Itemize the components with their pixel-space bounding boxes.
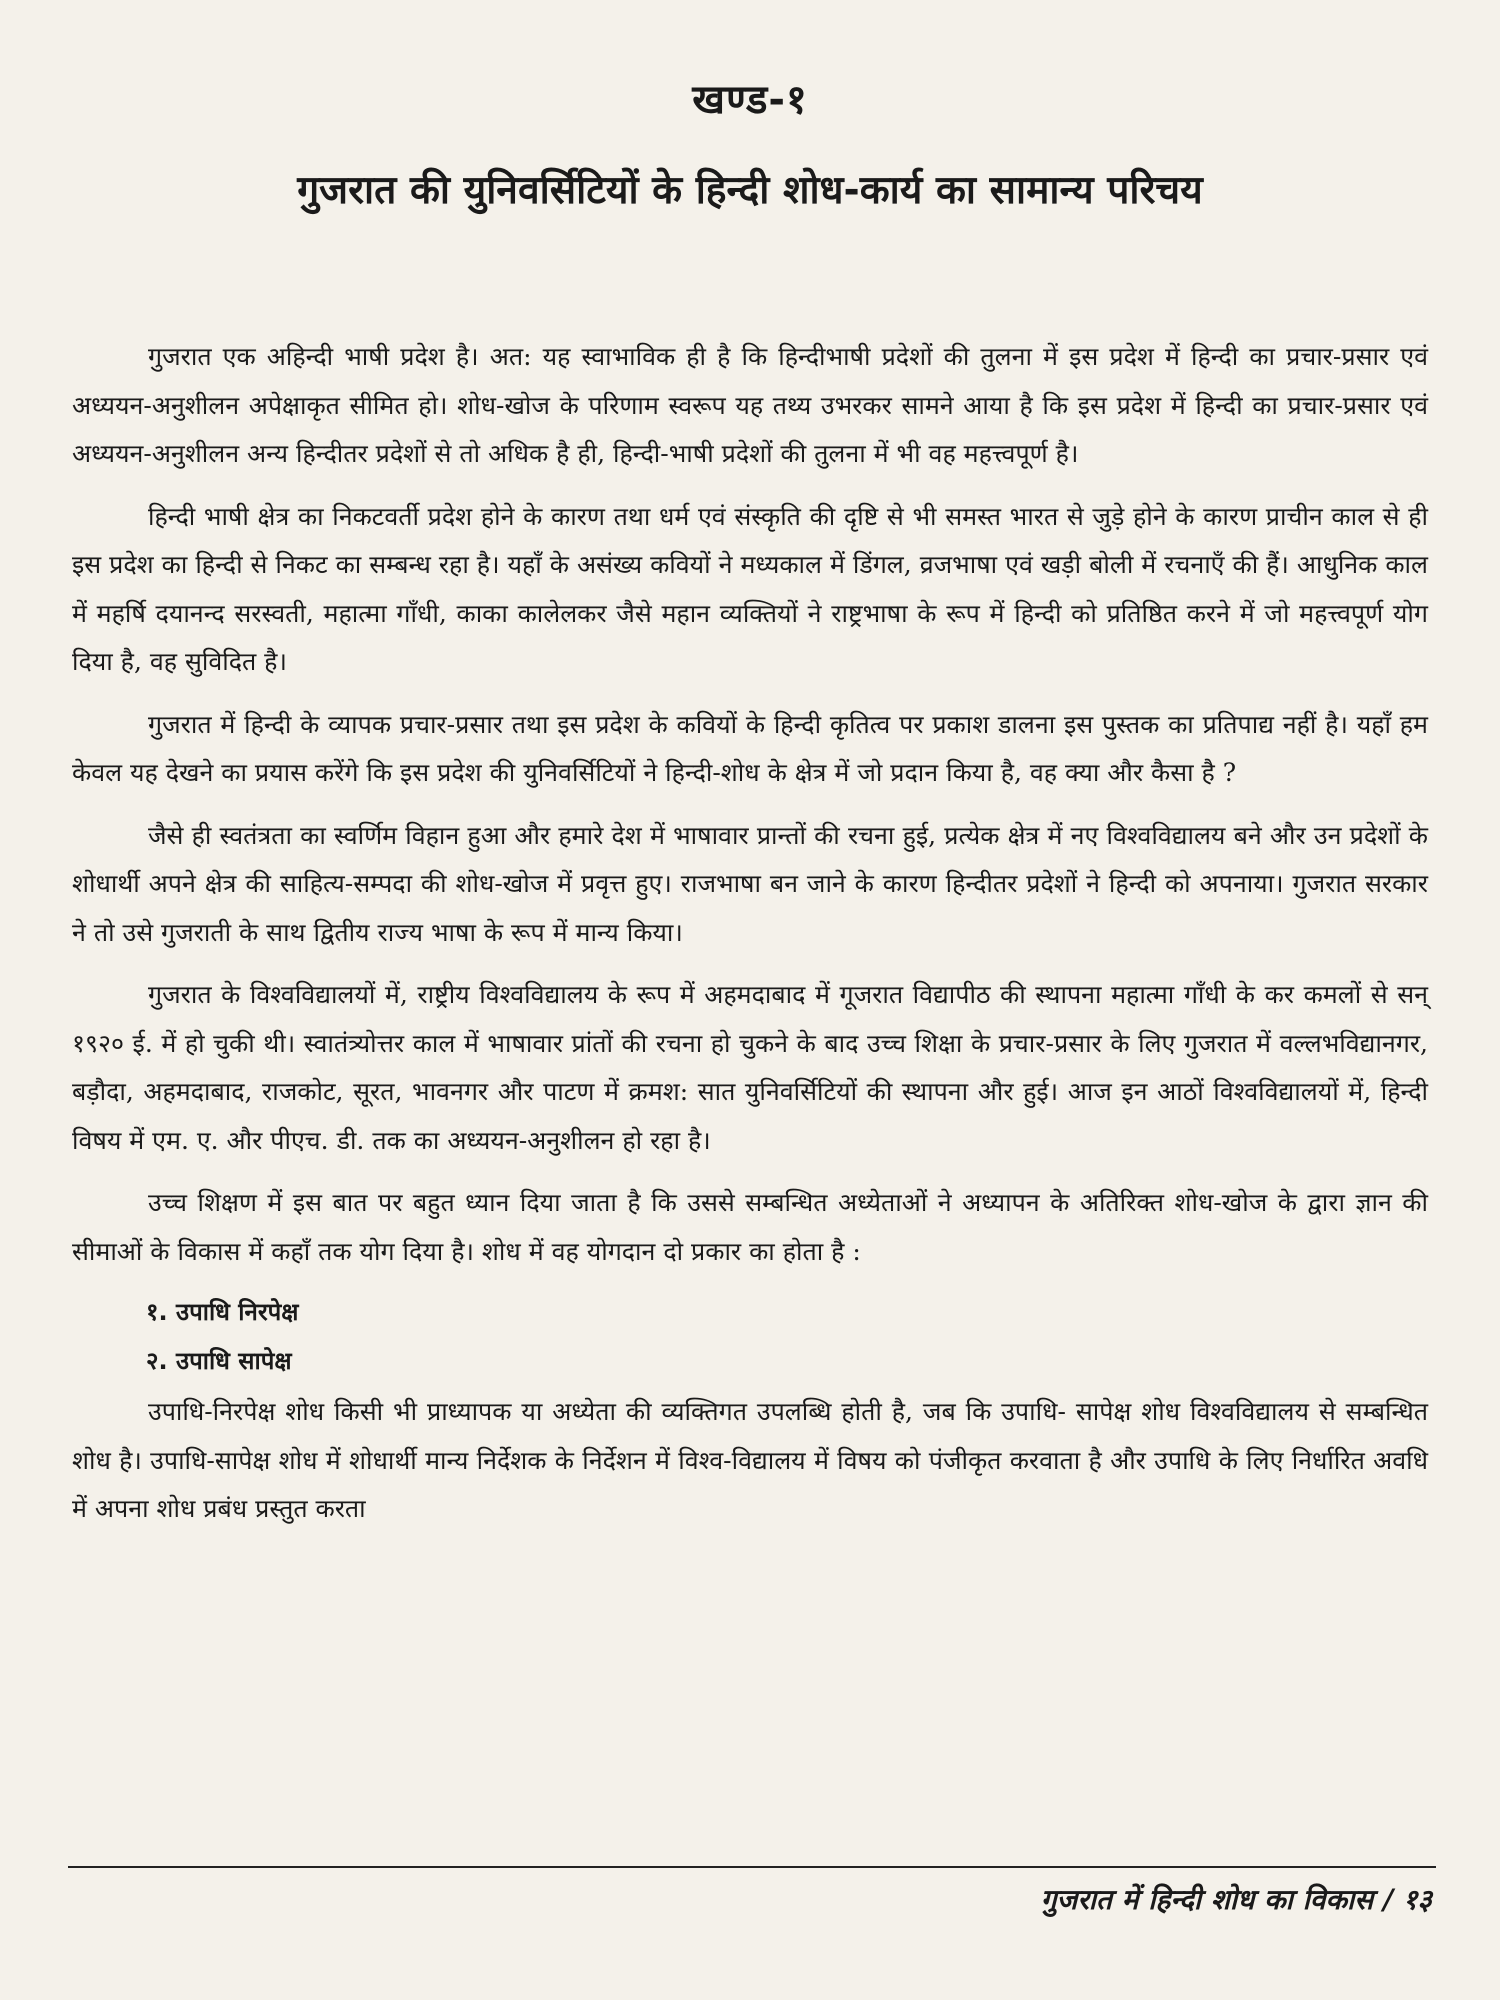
paragraph: गुजरात में हिन्दी के व्यापक प्रचार-प्रसार तथा इस प्रदेश के कवियों के हिन्दी कृतित्व पर प्रकाश डालना इस पुस्तक का प्रतिपाद्य नहीं है। यहाँ हम केवल यह देखने का प्रयास करेंगे कि इस प्रदेश की युनिवर्सिटियों ने हिन्दी-शोध के क्षेत्र में जो प्रदान किया है, वह क्या और कैसा है ? xyxy=(72,709,1428,787)
footer-rule xyxy=(68,1866,1436,1868)
list-item: २. उपाधि सापेक्ष xyxy=(146,1347,292,1375)
section-label: खण्ड-१ xyxy=(692,77,808,123)
running-footer: गुजरात में हिन्दी शोध का विकास / १३ xyxy=(1040,1883,1432,1916)
body-text xyxy=(72,333,1428,1548)
paragraph: हिन्दी भाषी क्षेत्र का निकटवर्ती प्रदेश होने के कारण तथा धर्म एवं संस्कृति की दृष्टि से भी समस्त भारत से जुड़े होने के कारण प्राचीन काल से ही इस प्रदेश का हिन्दी से निकट का सम्बन्ध रहा है। यहाँ के असंख्य कवियों ने मध्यकाल में डिंगल, व्रजभाषा एवं खड़ी बोली में रचनाएँ की हैं। आधुनिक काल में महर्षि दयानन्द सरस्वती, महात्मा गाँधी, काका कालेलकर जैसे महान व्यक्तियों ने राष्ट्रभाषा के रूप में हिन्दी को प्रतिष्ठित करने में जो महत्त्वपूर्ण योग दिया है, वह सुविदित है। xyxy=(72,501,1428,676)
paragraph: उच्च शिक्षण में इस बात पर बहुत ध्यान दिया जाता है कि उससे सम्बन्धित अध्येताओं ने अध्यापन के अतिरिक्त शोध-खोज के द्वारा ज्ञान की सीमाओं के विकास में कहाँ तक योग दिया है। शोध में वह योगदान दो प्रकार का होता है : xyxy=(72,1188,1428,1266)
list-item: १. उपाधि निरपेक्ष xyxy=(146,1298,299,1326)
paragraph: गुजरात एक अहिन्दी भाषी प्रदेश है। अत: यह स्वाभाविक ही है कि हिन्दीभाषी प्रदेशों की तुलना में इस प्रदेश में हिन्दी का प्रचार-प्रसार एवं अध्ययन-अनुशीलन अपेक्षाकृत सीमित हो। शोध-खोज के परिणाम स्वरूप यह तथ्य उभरकर सामने आया है कि इस प्रदेश में हिन्दी का प्रचार-प्रसार एवं अध्ययन-अनुशीलन अन्य हिन्दीतर प्रदेशों से तो अधिक है ही, हिन्दी-भाषी प्रदेशों की तुलना में भी वह महत्त्वपूर्ण है। xyxy=(72,342,1428,468)
paragraph: उपाधि-निरपेक्ष शोध किसी भी प्राध्यापक या अध्येता की व्यक्तिगत उपलब्धि होती है, जब कि उपाधि- सापेक्ष शोध विश्वविद्यालय से सम्बन्धित शोध है। उपाधि-सापेक्ष शोध में शोधार्थी मान्य निर्देशक के निर्देशन में विश्व-विद्यालय में विषय को पंजीकृत करवाता है और उपाधि के लिए निर्धारित अवधि में अपना शोध प्रबंध प्रस्तुत करता xyxy=(72,1397,1428,1523)
page-title: गुजरात की युनिवर्सिटियों के हिन्दी शोध-कार्य का सामान्य परिचय xyxy=(297,168,1203,213)
paragraph: जैसे ही स्वतंत्रता का स्वर्णिम विहान हुआ और हमारे देश में भाषावार प्रान्तों की रचना हुई, प्रत्येक क्षेत्र में नए विश्वविद्यालय बने और उन प्रदेशों के शोधार्थी अपने क्षेत्र की साहित्य-सम्पदा की शोध-खोज में प्रवृत्त हुए। राजभाषा बन जाने के कारण हिन्दीतर प्रदेशों ने हिन्दी को अपनाया। गुजरात सरकार ने तो उसे गुजराती के साथ द्वितीय राज्य भाषा के रूप में मान्य किया। xyxy=(72,820,1428,947)
paragraph: गुजरात के विश्वविद्यालयों में, राष्ट्रीय विश्वविद्यालय के रूप में अहमदाबाद में गूजरात विद्यापीठ की स्थापना महात्मा गाँधी के कर कमलों से सन् १९२० ई. में हो चुकी थी। स्वातंत्र्योत्तर काल में भाषावार प्रांतों की रचना हो चुकने के बाद उच्च शिक्षा के प्रचार-प्रसार के लिए गुजरात में वल्लभविद्यानगर, बड़ौदा, अहमदाबाद, राजकोट, सूरत, भावनगर और पाटण में क्रमश: सात युनिवर्सिटियों की स्थापना और हुई। आज इन आठों विश्वविद्यालयों में, हिन्दी विषय में एम. ए. और पीएच. डी. तक का अध्ययन-अनुशीलन हो रहा है। xyxy=(72,980,1428,1155)
